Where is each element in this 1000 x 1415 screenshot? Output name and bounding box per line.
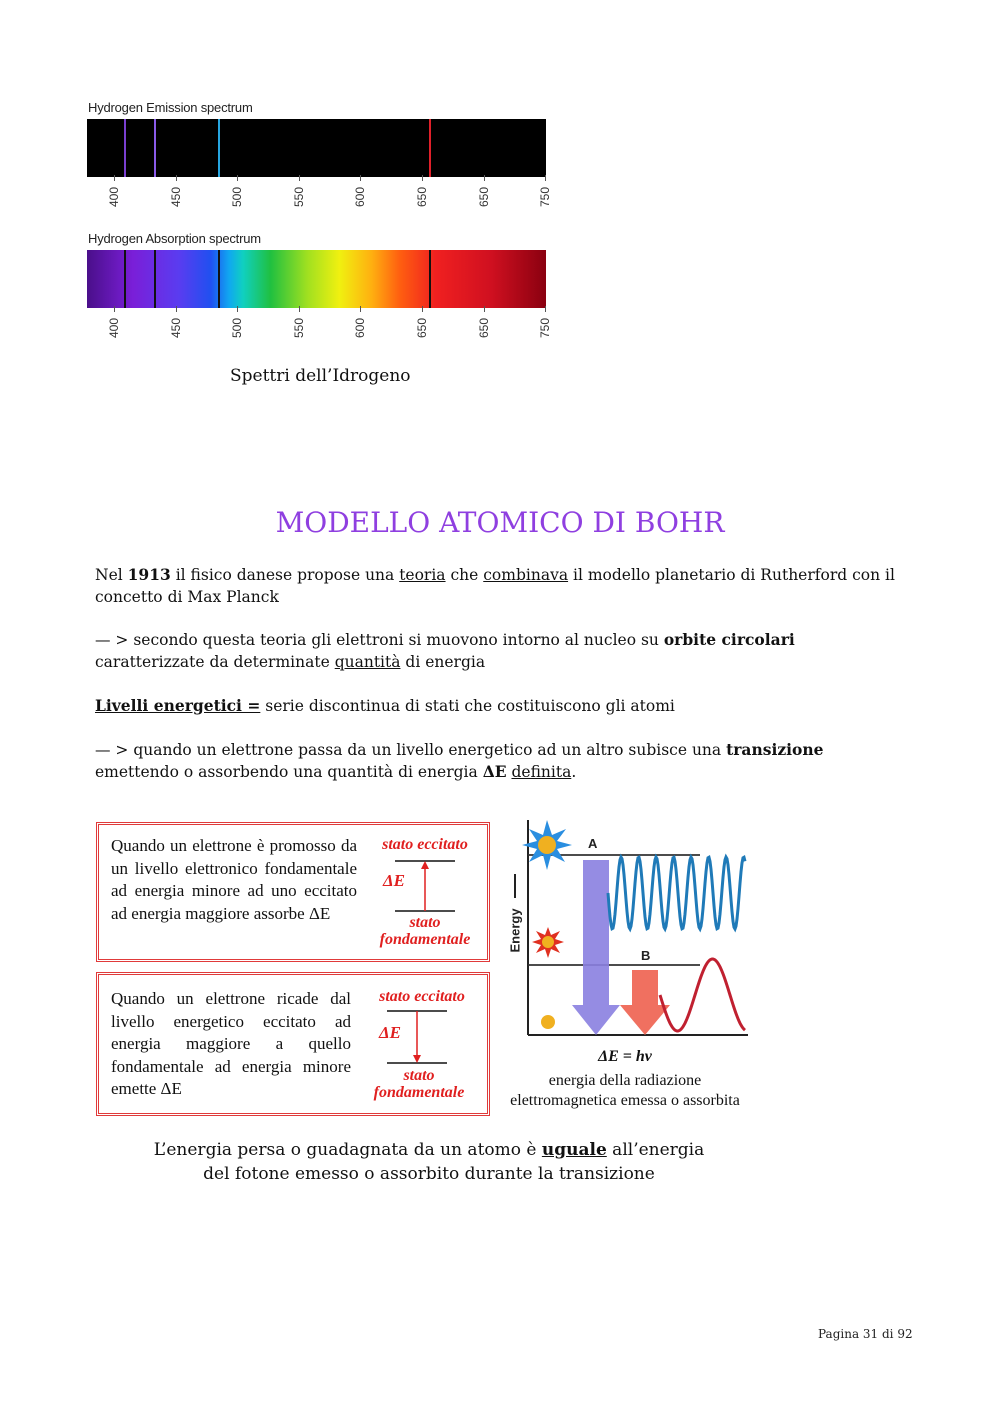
paragraph-energy-levels: Livelli energetici = serie discontinua di stati che costituiscono gli atomi <box>95 696 675 715</box>
level-a-label: A <box>588 836 598 851</box>
tick-mark <box>422 175 423 181</box>
level-b-label: B <box>641 948 651 963</box>
emission-arrow-a <box>572 860 620 1035</box>
tick-label: 600 <box>353 186 368 208</box>
tick-label: 750 <box>538 317 553 339</box>
wave-high-frequency <box>608 857 745 929</box>
paragraph-orbits: — > secondo questa teoria gli elettroni si muovono intorno al nucleo su orbite circolari caratterizzate da determinate quantità di energia <box>95 630 795 671</box>
energy-axis-arrow <box>514 874 516 898</box>
emission-spectrum-title: Hydrogen Emission spectrum <box>88 100 253 115</box>
ground-state-label: stato fondamentale <box>379 914 471 948</box>
tick-mark <box>545 175 546 181</box>
conclusion-text: L’energia persa o guadagnata da un atomo è uguale all’energia del fotone emesso o assorbito durante la transizione <box>153 1140 705 1184</box>
tick-label: 450 <box>168 186 183 208</box>
emission-line <box>124 119 126 177</box>
tick-mark <box>360 175 361 181</box>
tick-mark <box>360 306 361 312</box>
excited-state-label: stato eccitato <box>379 988 465 1005</box>
intermediate-star-icon <box>532 927 564 958</box>
tick-mark <box>545 306 546 312</box>
absorption-line <box>218 250 220 308</box>
absorption-box <box>96 822 490 962</box>
tick-mark <box>114 306 115 312</box>
emission-line <box>429 119 431 177</box>
tick-label: 750 <box>538 186 553 208</box>
ground-state-label: stato fondamentale <box>373 1067 465 1101</box>
emission-spectrum-bar <box>87 119 546 177</box>
tick-label: 500 <box>230 186 245 208</box>
energy-axis-label: Energy <box>507 908 523 953</box>
emission-line <box>218 119 220 177</box>
spectra-caption: Spettri dell’Idrogeno <box>230 366 411 386</box>
tick-mark <box>176 175 177 181</box>
absorption-spectrum-bar <box>87 250 546 308</box>
tick-mark <box>484 175 485 181</box>
tick-label: 600 <box>353 317 368 339</box>
delta-e-label: ΔE <box>379 1023 401 1042</box>
tick-mark <box>176 306 177 312</box>
tick-mark <box>237 306 238 312</box>
tick-mark <box>114 175 115 181</box>
paragraph-1912: Nel 1913 il fisico danese propose una teoria che combinava il modello planetario di Rutherford con il concetto di Max Planck <box>95 565 895 606</box>
excited-state-label: stato eccitato <box>382 836 468 853</box>
tick-label: 400 <box>107 186 121 208</box>
paragraph-transition: — > quando un elettrone passa da un livello energetico ad un altro subisce una transizione emettendo o assorbendo una quantità di energia ΔE definita. <box>95 740 824 781</box>
emission-line <box>154 119 156 177</box>
tick-mark <box>299 175 300 181</box>
page-number: Pagina 31 di 92 <box>818 1327 913 1341</box>
tick-mark <box>299 306 300 312</box>
absorption-spectrum-title: Hydrogen Absorption spectrum <box>88 231 261 246</box>
wave-low-frequency <box>660 959 745 1031</box>
excited-star-icon <box>522 820 572 870</box>
delta-e-label: ΔE <box>383 871 405 890</box>
tick-label: 650 <box>476 317 491 339</box>
tick-label: 550 <box>291 186 306 208</box>
tick-label: 650 <box>476 186 491 208</box>
tick-label: 650 <box>415 186 429 208</box>
tick-mark <box>422 306 423 312</box>
planck-formula: ΔE = hν <box>598 1048 652 1065</box>
tick-label: 550 <box>291 317 306 339</box>
tick-label: 450 <box>168 317 183 339</box>
absorption-box-text: Quando un elettrone è promosso da un livello elettronico fondamentale ad energia minore ad uno eccitato ad energia maggiore assorbe ΔE <box>111 836 357 923</box>
absorption-line <box>429 250 431 308</box>
diagram-caption: energia della radiazione elettromagnetica emessa o assorbita <box>510 1072 740 1109</box>
absorption-line <box>124 250 126 308</box>
tick-label: 500 <box>230 317 245 339</box>
tick-mark <box>484 306 485 312</box>
tick-label: 650 <box>415 317 429 339</box>
section-heading: MODELLO ATOMICO DI BOHR <box>275 506 725 539</box>
energy-level-diagram <box>500 815 760 1040</box>
tick-label: 400 <box>107 317 121 339</box>
emission-box-text: Quando un elettrone ricade dal livello energetico eccitato ad energia maggiore a quello fondamentale ad energia minore emette ΔE <box>111 989 351 1098</box>
absorption-line <box>154 250 156 308</box>
tick-mark <box>237 175 238 181</box>
emission-box <box>96 972 490 1116</box>
ground-electron-icon <box>541 1015 555 1029</box>
